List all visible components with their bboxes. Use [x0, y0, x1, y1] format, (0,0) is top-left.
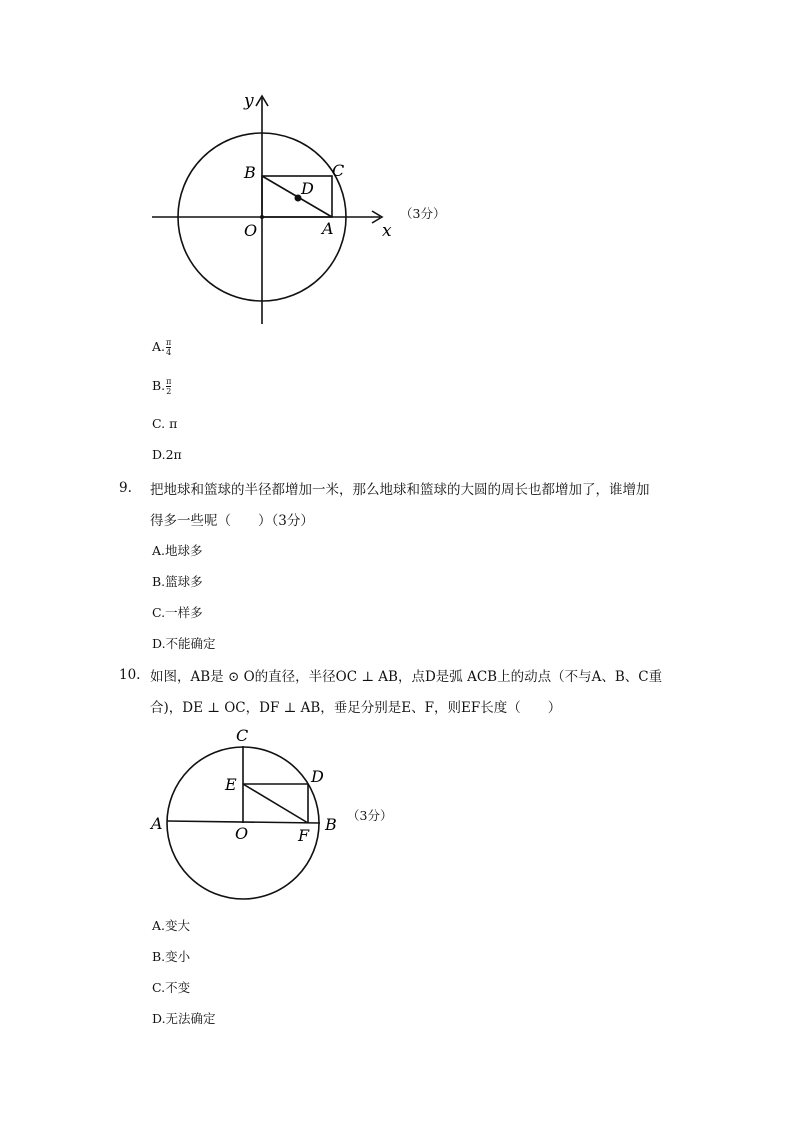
- label-b: B: [244, 163, 256, 182]
- fraction-pi-over-4: $\frac{\pi}{4}$: [166, 338, 172, 357]
- q8-option-b[interactable]: B. $\frac{\pi}{2}$: [152, 377, 172, 396]
- q10-text-line1: 如图，AB是 ⊙ O的直径，半径OC ⊥ AB，点D是弧 ACB上的动点（不与A、B、C重: [150, 669, 663, 685]
- q8-option-c[interactable]: C. π: [152, 416, 178, 431]
- q9-option-b[interactable]: B.篮球多: [152, 574, 203, 589]
- q10-option-b[interactable]: B.变小: [152, 949, 191, 964]
- label-e: E: [225, 775, 237, 794]
- q9-option-a[interactable]: A.地球多: [152, 543, 203, 558]
- label-o: O: [235, 824, 249, 843]
- q9-option-d[interactable]: D.不能确定: [152, 636, 216, 651]
- label-o: O: [244, 221, 258, 240]
- label-c: C: [236, 726, 249, 745]
- label-x: x: [382, 221, 392, 241]
- figure-coordinate-circle: [140, 88, 400, 328]
- q8-option-d[interactable]: D.2π: [152, 447, 182, 462]
- label-b: B: [325, 815, 337, 834]
- label-f: F: [298, 826, 310, 845]
- label-a: A: [151, 814, 163, 833]
- q9-text-line1: 把地球和篮球的半径都增加一米，那么地球和篮球的大圆的周长也都增加了，谁增加: [150, 482, 650, 498]
- label-d: D: [301, 179, 314, 198]
- q10-text-line2: 合)，DE ⊥ OC，DF ⊥ AB，垂足分别是E、F，则EF长度（ ）: [150, 700, 562, 716]
- point-o: [260, 215, 264, 219]
- label-a: A: [322, 219, 334, 238]
- label-y: y: [244, 91, 254, 111]
- q10-option-c[interactable]: C.不变: [152, 980, 191, 995]
- q9-number: 9.: [119, 480, 132, 496]
- q9-option-c[interactable]: C.一样多: [152, 605, 203, 620]
- figure2-score: （3分）: [347, 808, 393, 823]
- q10-option-a[interactable]: A.变大: [152, 918, 191, 933]
- q10-option-d[interactable]: D.无法确定: [152, 1011, 216, 1026]
- segment-ef: [243, 784, 308, 823]
- q10-number: 10.: [119, 667, 141, 683]
- q8-option-a[interactable]: A. $\frac{\pi}{4}$: [152, 338, 172, 357]
- figure1-score: （3分）: [400, 206, 446, 221]
- q9-text-line2: 得多一些呢（ ）（3分）: [150, 513, 314, 529]
- fraction-pi-over-2: $\frac{\pi}{2}$: [166, 377, 172, 396]
- figure-circle-diameter: [145, 722, 355, 906]
- label-d: D: [311, 767, 324, 786]
- label-c: C: [332, 161, 345, 180]
